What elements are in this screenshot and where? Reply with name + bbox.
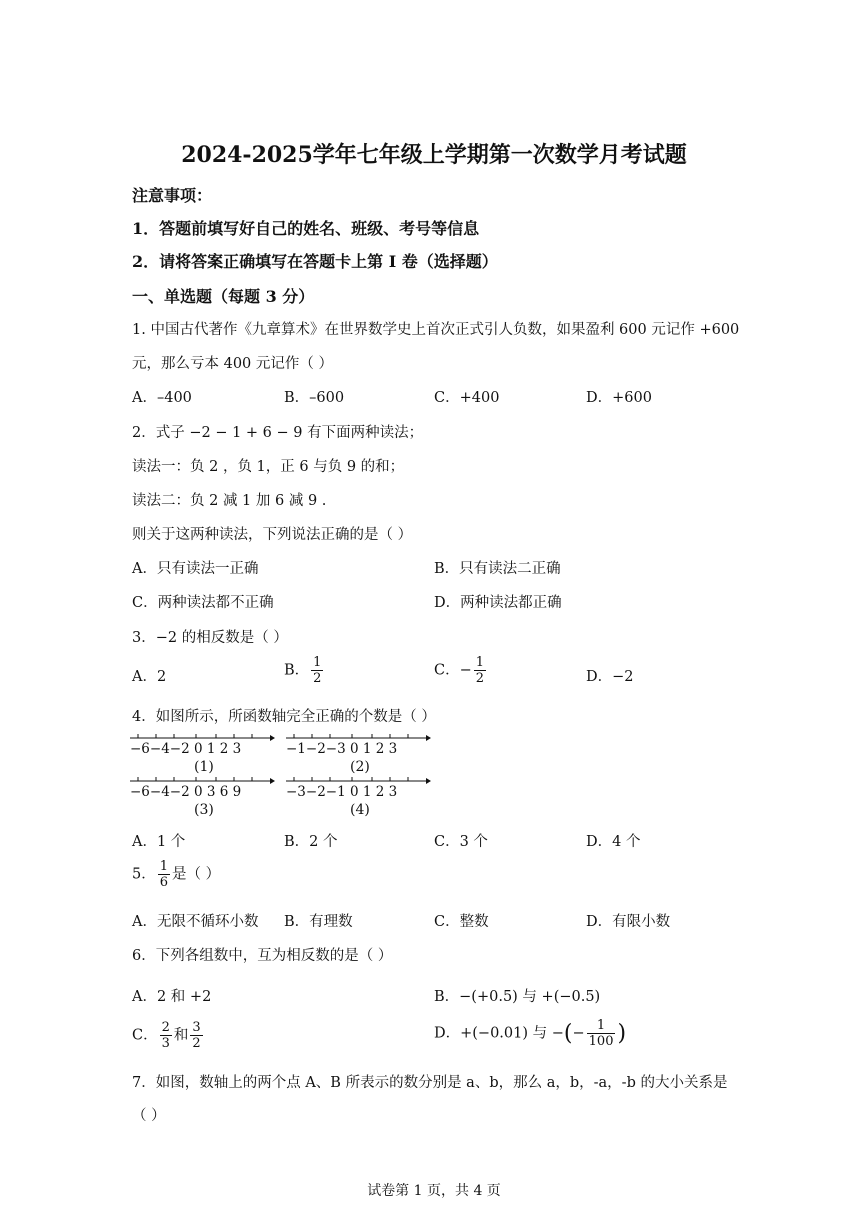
q2-stem: 2．式子 −2 − 1 + 6 − 9 有下面两种读法；: [132, 425, 424, 441]
number-line-caption: (1): [194, 759, 214, 775]
q1-option-d: D．+600: [586, 390, 652, 406]
number-line-labels: −6−4−2 0 1 2 3: [130, 741, 242, 757]
q4-option-b: B．2 个: [284, 834, 338, 850]
q1-option-a: A．–400: [132, 390, 192, 406]
number-line-3: [130, 773, 275, 819]
q7-stem-line1: 7．如图，数轴上的两个点 A、B 所表示的数分别是 a、b，那么 a，b，-a，-b 的大小关系是: [132, 1075, 728, 1091]
q2-reading-two: 读法二：负 2 减 1 加 6 减 9 .: [132, 493, 327, 509]
q4-stem: 4．如图所示，所函数轴完全正确的个数是（ ）: [132, 709, 436, 725]
number-line-labels: −1−2−3 0 1 2 3: [286, 741, 398, 757]
number-line-caption: (4): [350, 802, 370, 818]
q3-stem: 3．−2 的相反数是（ ）: [132, 630, 288, 646]
q6-option-b: B．−(+0.5) 与 +(−0.5): [434, 989, 601, 1005]
q3-option-a: A．2: [132, 669, 167, 685]
q5-option-b: B．有理数: [284, 914, 353, 930]
q5-option-d: D．有限小数: [586, 914, 671, 930]
q2-reading-one: 读法一：负 2 ，负 1，正 6 与负 9 的和；: [132, 459, 405, 475]
q3-option-c: C．− $\frac{1}{2}$: [434, 655, 485, 686]
q5-stem: 5． $\frac{1}{6}$ 是（ ）: [132, 859, 221, 890]
q3-option-d: D．−2: [586, 669, 634, 685]
number-line-labels: −3−2−1 0 1 2 3: [286, 784, 398, 800]
number-line-4: [286, 773, 431, 819]
q1-stem-line1: 1. 中国古代著作《九章算术》在世界数学史上首次正式引人负数，如果盈利 600 元记作 +600: [132, 322, 740, 338]
q1-option-b: B．–600: [284, 390, 345, 406]
q3-option-b: B． $\frac{1}{2}$: [284, 655, 322, 686]
q2-option-d: D．两种读法都正确: [434, 595, 562, 611]
q1-option-c: C．+400: [434, 390, 500, 406]
q2-option-c: C．两种读法都不正确: [132, 595, 274, 611]
q4-option-a: A．1 个: [132, 834, 186, 850]
page-footer: 试卷第 1 页，共 4 页: [367, 1183, 501, 1199]
number-line-caption: (3): [194, 802, 214, 818]
q5-option-a: A．无限不循环小数: [132, 914, 259, 930]
q6-option-a: A．2 和 +2: [132, 989, 212, 1005]
q1-stem-line2: 元，那么亏本 400 元记作（ ）: [132, 356, 334, 372]
number-line-caption: (2): [350, 759, 370, 775]
section-heading: 一、单选题（每题 3 分）: [132, 287, 315, 306]
q6-option-d: D．+(−0.01) 与 −(− $\frac{1}{100}$ ): [434, 1018, 627, 1049]
notice-item: 1．答题前填写好自己的姓名、班级、考号等信息: [132, 219, 480, 238]
q4-option-c: C．3 个: [434, 834, 488, 850]
q5-option-c: C．整数: [434, 914, 489, 930]
notice-item: 2．请将答案正确填写在答题卡上第 I 卷（选择题）: [132, 252, 498, 271]
page-title: 2024-2025学年七年级上学期第一次数学月考试题: [181, 142, 687, 168]
q2-option-a: A．只有读法一正确: [132, 561, 259, 577]
number-line-1: [130, 730, 275, 776]
q2-question: 则关于这两种读法，下列说法正确的是（ ）: [132, 527, 413, 543]
q7-stem-line2: （ ）: [132, 1108, 166, 1124]
number-line-labels: −6−4−2 0 3 6 9: [130, 784, 242, 800]
q2-option-b: B．只有读法二正确: [434, 561, 561, 577]
number-line-2: [286, 730, 431, 776]
q6-option-c: C． $\frac{2}{3}$ 和 $\frac{3}{2}$: [132, 1020, 201, 1051]
notice-heading: 注意事项：: [132, 186, 213, 205]
q4-option-d: D．4 个: [586, 834, 641, 850]
q6-stem: 6．下列各组数中，互为相反数的是（ ）: [132, 948, 393, 964]
